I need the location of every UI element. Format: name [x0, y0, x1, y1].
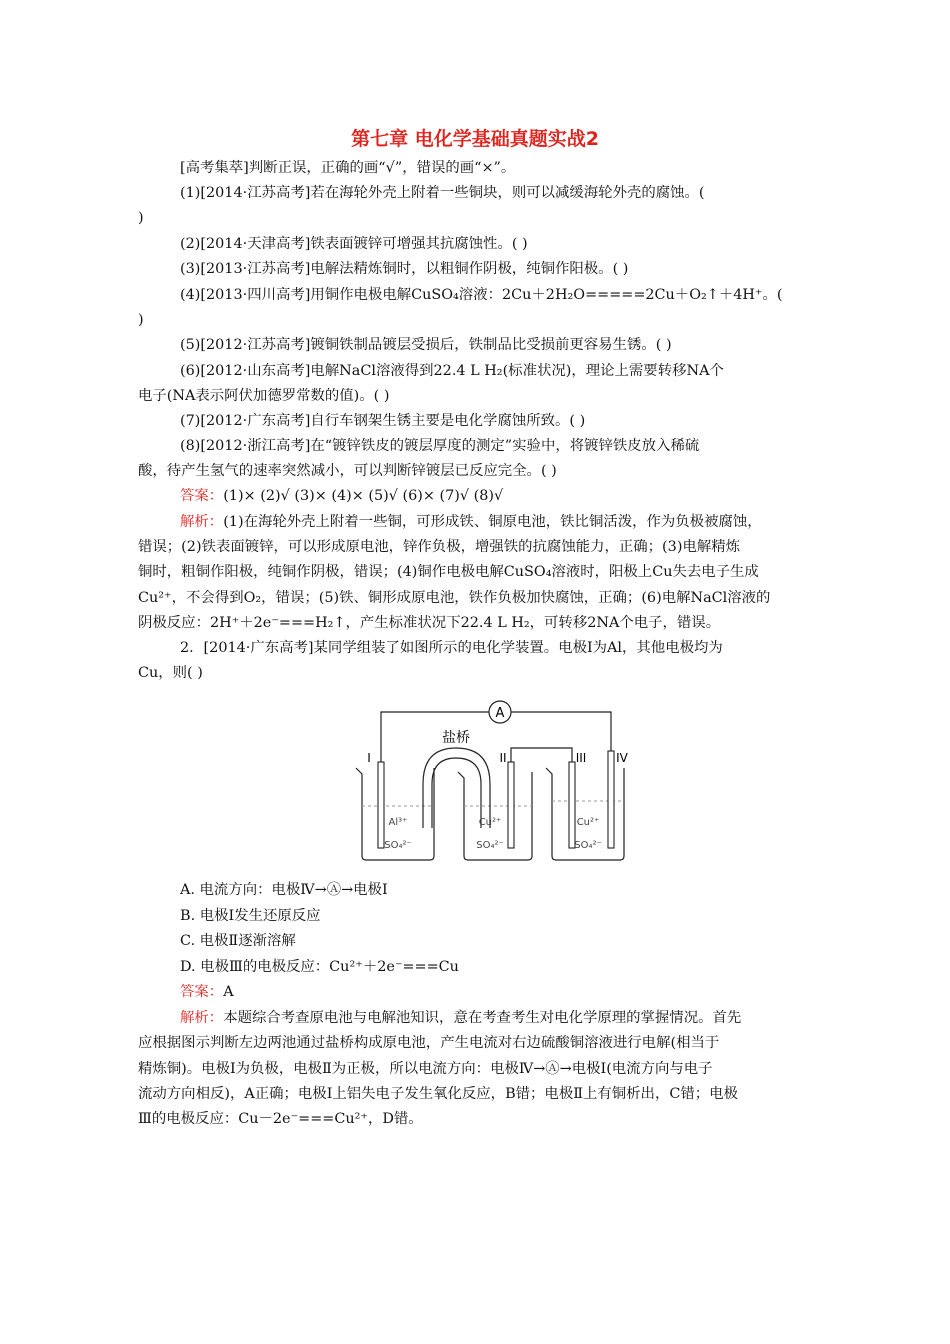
answer-text: (1)× (2)√ (3)× (4)× (5)√ (6)× (7)√ (8)√	[223, 488, 504, 504]
question-line: 酸，待产生氢气的速率突然减小，可以判断锌镀层已反应完全。( )	[138, 463, 557, 479]
analysis-1-line: 错误；(2)铁表面镀锌，可以形成原电池，锌作负极，增强铁的抗腐蚀能力，正确；(3)电解精炼	[138, 539, 741, 555]
answer-label: 答案：	[180, 984, 224, 1000]
analysis-2-line: 应根据图示判断左边两池通过盐桥构成原电池，产生电流对右边硫酸铜溶液进行电解(相当于	[138, 1035, 720, 1051]
ion-label: SO₄²⁻	[384, 840, 412, 851]
instruction-line: [高考集萃]判断正误，正确的画“√”，错误的画“×”。	[180, 160, 516, 176]
analysis-label: 解析：	[180, 514, 224, 530]
analysis-1-line: 铜时，粗铜作阳极，纯铜作阴极，错误；(4)铜作电极电解CuSO₄溶液时，阳极上Cu失去电子生成	[138, 564, 759, 580]
electrode-label-3: III	[575, 751, 587, 765]
option-c: C. 电极Ⅱ逐渐溶解	[180, 933, 296, 949]
question-line: (2)[2014·天津高考]铁表面镀锌可增强其抗腐蚀性。( )	[180, 236, 528, 252]
page-title: 第七章 电化学基础真题实战2	[351, 128, 599, 150]
question-line: )	[138, 210, 144, 226]
analysis-text: (1)在海轮外壳上附着一些铜，可形成铁、铜原电池，铁比铜活泼，作为负极被腐蚀，	[223, 514, 762, 530]
analysis-text: 本题综合考查原电池与电解池知识，意在考查考生对电化学原理的掌握情况。首先	[223, 1010, 742, 1026]
electrode-3	[569, 762, 575, 848]
electrode-2	[508, 762, 514, 848]
analysis-2-line: 精炼铜)。电极Ⅰ为负极，电极Ⅱ为正极，所以电流方向：电极Ⅳ→Ⓐ→电极Ⅰ(电流方向与电子	[138, 1061, 713, 1077]
electrode-4	[608, 751, 614, 848]
answer-1	[180, 486, 820, 506]
option-d: D. 电极Ⅲ的电极反应：Cu²⁺＋2e⁻===Cu	[180, 959, 459, 975]
analysis-2-line: 流动方向相反)，A正确；电极Ⅰ上铝失电子发生氧化反应，B错；电极Ⅱ上有铜析出，C错；电极	[138, 1086, 738, 1102]
question-line: 电子(NA表示阿伏加德罗常数的值)。( )	[138, 388, 390, 404]
answer-2	[180, 982, 820, 1002]
question-line: (5)[2012·江苏高考]镀铜铁制品镀层受损后，铁制品比受损前更容易生锈。( )	[180, 337, 672, 353]
analysis-1-line	[180, 512, 820, 532]
ion-label: SO₄²⁻	[574, 840, 602, 851]
salt-bridge-label: 盐桥	[442, 730, 470, 746]
electrode-label-1: I	[367, 751, 371, 765]
electrode-1	[378, 762, 384, 848]
ion-label: SO₄²⁻	[476, 840, 504, 851]
electrode-label-2: II	[499, 751, 507, 765]
analysis-1-line: 阴极反应：2H⁺＋2e⁻===H₂↑，产生标准状况下22.4 L H₂，可转移2NA个电子，错误。	[138, 615, 721, 631]
ion-label: Cu²⁺	[478, 817, 502, 828]
answer-text: A	[223, 984, 234, 1000]
ion-label: Al³⁺	[388, 817, 408, 828]
question-line: (6)[2012·山东高考]电解NaCl溶液得到22.4 L H₂(标准状况)，理论上需要转移NA个	[180, 363, 724, 379]
question-line: )	[138, 312, 144, 328]
ammeter-label: A	[495, 706, 505, 721]
question-line: (3)[2013·江苏高考]电解法精炼铜时，以粗铜作阴极，纯铜作阳极。( )	[180, 261, 629, 277]
analysis-2-line: Ⅲ的电极反应：Cu－2e⁻===Cu²⁺，D错。	[138, 1111, 423, 1127]
question-line: (7)[2012·广东高考]自行车钢架生锈主要是电化学腐蚀所致。( )	[180, 413, 586, 429]
option-a: A. 电流方向：电极Ⅳ→Ⓐ→电极Ⅰ	[180, 882, 388, 898]
question-line: (1)[2014·江苏高考]若在海轮外壳上附着一些铜块，则可以减缓海轮外壳的腐蚀。(	[180, 185, 705, 201]
electrode-label-4: IV	[616, 751, 628, 765]
ion-label: Cu²⁺	[576, 817, 600, 828]
option-b: B. 电极Ⅰ发生还原反应	[180, 908, 321, 924]
question-line: (4)[2013·四川高考]用铜作电极电解CuSO₄溶液：2Cu＋2H₂O=====2Cu＋O₂↑＋4H⁺。(	[180, 287, 783, 303]
question-2-line: 2．[2014·广东高考]某同学组装了如图所示的电化学装置。电极Ⅰ为Al，其他电极均为	[180, 640, 723, 656]
question-2-line: Cu，则( )	[138, 665, 203, 681]
electrochemical-diagram	[350, 698, 640, 866]
analysis-1-line: Cu²⁺，不会得到O₂，错误；(5)铁、铜形成原电池，铁作负极加快腐蚀，正确；(6)电解NaCl溶液的	[138, 590, 771, 606]
analysis-2-line	[180, 1008, 820, 1028]
analysis-label: 解析：	[180, 1010, 224, 1026]
question-line: (8)[2012·浙江高考]在“镀锌铁皮的镀层厚度的测定”实验中，将镀锌铁皮放入稀硫	[180, 438, 700, 454]
answer-label: 答案：	[180, 488, 224, 504]
